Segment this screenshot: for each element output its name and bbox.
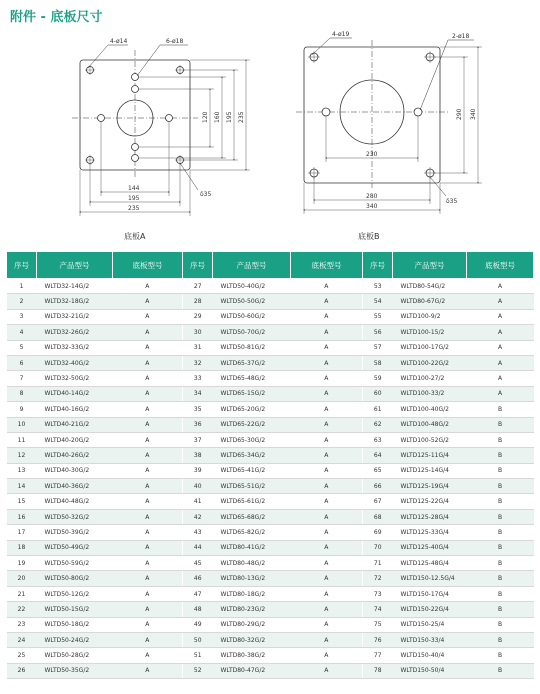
page-title: 附件 - 底板尺寸 bbox=[10, 10, 103, 25]
cell-model: WLTD32-18G/2 bbox=[37, 294, 113, 309]
cell-seq: 67 bbox=[363, 494, 393, 509]
cell-plate: A bbox=[113, 340, 183, 355]
cell-seq: 47 bbox=[183, 586, 213, 601]
cell-plate: A bbox=[467, 371, 534, 386]
cell-model: WLTD50-35G/2 bbox=[37, 663, 113, 678]
header-model-1: 产品型号 bbox=[37, 252, 113, 279]
cell-model: WLTD100-52G/2 bbox=[393, 432, 467, 447]
cell-plate: A bbox=[113, 386, 183, 401]
cell-seq: 16 bbox=[7, 509, 37, 524]
cell-plate: A bbox=[291, 571, 363, 586]
plate-a-dim-120: 120 bbox=[202, 111, 209, 123]
table-row bbox=[7, 571, 534, 586]
cell-plate: A bbox=[113, 371, 183, 386]
cell-seq: 43 bbox=[183, 525, 213, 540]
cell-model: WLTD150-25/4 bbox=[393, 617, 467, 632]
cell-model: WLTD150-22G/4 bbox=[393, 602, 467, 617]
cell-plate: A bbox=[113, 602, 183, 617]
cell-model: WLTD65-61G/2 bbox=[213, 494, 291, 509]
cell-plate: A bbox=[291, 294, 363, 309]
cell-model: WLTD80-47G/2 bbox=[213, 663, 291, 678]
cell-plate: B bbox=[467, 402, 534, 417]
cell-seq: 5 bbox=[7, 340, 37, 355]
cell-plate: A bbox=[113, 355, 183, 370]
cell-plate: A bbox=[113, 494, 183, 509]
cell-model: WLTD100-48G/2 bbox=[393, 417, 467, 432]
cell-plate: B bbox=[467, 663, 534, 678]
cell-model: WLTD65-30G/2 bbox=[213, 432, 291, 447]
cell-seq: 42 bbox=[183, 509, 213, 524]
cell-seq: 27 bbox=[183, 279, 213, 294]
cell-model: WLTD50-59G/2 bbox=[37, 556, 113, 571]
cell-plate: A bbox=[113, 540, 183, 555]
plate-a-label-outer-holes: 4-ø14 bbox=[110, 38, 128, 45]
cell-seq: 44 bbox=[183, 540, 213, 555]
cell-model: WLTD150-50/4 bbox=[393, 663, 467, 678]
cell-seq: 23 bbox=[7, 617, 37, 632]
cell-model: WLTD125-28G/4 bbox=[393, 509, 467, 524]
cell-model: WLTD50-49G/2 bbox=[37, 540, 113, 555]
cell-seq: 74 bbox=[363, 602, 393, 617]
cell-seq: 62 bbox=[363, 417, 393, 432]
cell-model: WLTD80-32G/2 bbox=[213, 632, 291, 647]
cell-model: WLTD50-60G/2 bbox=[213, 309, 291, 324]
cell-seq: 21 bbox=[7, 586, 37, 601]
cell-plate: A bbox=[113, 325, 183, 340]
cell-model: WLTD50-70G/2 bbox=[213, 325, 291, 340]
cell-model: WLTD125-22G/4 bbox=[393, 494, 467, 509]
plate-a-dim-235: 235 bbox=[238, 111, 245, 123]
cell-seq: 51 bbox=[183, 648, 213, 663]
cell-model: WLTD100-40G/2 bbox=[393, 402, 467, 417]
cell-plate: A bbox=[467, 294, 534, 309]
table-row bbox=[7, 340, 534, 355]
cell-seq: 54 bbox=[363, 294, 393, 309]
cell-seq: 36 bbox=[183, 417, 213, 432]
cell-seq: 55 bbox=[363, 309, 393, 324]
cell-seq: 53 bbox=[363, 279, 393, 294]
cell-model: WLTD80-18G/2 bbox=[213, 586, 291, 601]
cell-plate: A bbox=[291, 325, 363, 340]
cell-model: WLTD32-50G/2 bbox=[37, 371, 113, 386]
plate-a-label-inner-holes: 6-ø18 bbox=[166, 38, 184, 45]
cell-seq: 18 bbox=[7, 540, 37, 555]
table-row bbox=[7, 525, 534, 540]
cell-model: WLTD32-26G/2 bbox=[37, 325, 113, 340]
cell-plate: A bbox=[113, 632, 183, 647]
cell-model: WLTD40-30G/2 bbox=[37, 463, 113, 478]
cell-seq: 72 bbox=[363, 571, 393, 586]
cell-plate: A bbox=[467, 279, 534, 294]
cell-plate: A bbox=[291, 371, 363, 386]
cell-plate: B bbox=[467, 632, 534, 647]
cell-model: WLTD125-19G/4 bbox=[393, 479, 467, 494]
cell-seq: 58 bbox=[363, 355, 393, 370]
table-row bbox=[7, 402, 534, 417]
cell-plate: B bbox=[467, 494, 534, 509]
cell-plate: A bbox=[113, 309, 183, 324]
cell-model: WLTD125-33G/4 bbox=[393, 525, 467, 540]
table-row bbox=[7, 417, 534, 432]
table-row bbox=[7, 479, 534, 494]
cell-seq: 59 bbox=[363, 371, 393, 386]
header-model-2: 产品型号 bbox=[213, 252, 291, 279]
cell-model: WLTD65-37G/2 bbox=[213, 355, 291, 370]
cell-seq: 78 bbox=[363, 663, 393, 678]
cell-plate: A bbox=[291, 479, 363, 494]
plate-a-dim-195-w: 195 bbox=[128, 195, 140, 202]
cell-plate: A bbox=[467, 309, 534, 324]
plate-b-dim-340-w: 340 bbox=[366, 203, 378, 210]
cell-model: WLTD50-40G/2 bbox=[213, 279, 291, 294]
cell-seq: 14 bbox=[7, 479, 37, 494]
table-row bbox=[7, 448, 534, 463]
cell-seq: 12 bbox=[7, 448, 37, 463]
cell-model: WLTD40-14G/2 bbox=[37, 386, 113, 401]
plate-b-dim-340: 340 bbox=[470, 108, 477, 120]
plate-a-dim-144: 144 bbox=[128, 185, 140, 192]
cell-plate: B bbox=[467, 463, 534, 478]
cell-plate: A bbox=[291, 617, 363, 632]
cell-model: WLTD65-48G/2 bbox=[213, 371, 291, 386]
cell-plate: A bbox=[291, 632, 363, 647]
cell-model: WLTD80-48G/2 bbox=[213, 556, 291, 571]
cell-plate: A bbox=[291, 463, 363, 478]
cell-plate: A bbox=[113, 571, 183, 586]
cell-plate: A bbox=[467, 340, 534, 355]
cell-model: WLTD50-15G/2 bbox=[37, 602, 113, 617]
cell-plate: B bbox=[467, 617, 534, 632]
cell-plate: A bbox=[291, 602, 363, 617]
cell-plate: A bbox=[291, 386, 363, 401]
cell-seq: 63 bbox=[363, 432, 393, 447]
cell-seq: 57 bbox=[363, 340, 393, 355]
cell-seq: 15 bbox=[7, 494, 37, 509]
cell-seq: 28 bbox=[183, 294, 213, 309]
cell-seq: 56 bbox=[363, 325, 393, 340]
table-row bbox=[7, 432, 534, 447]
cell-plate: B bbox=[467, 432, 534, 447]
cell-model: WLTD32-40G/2 bbox=[37, 355, 113, 370]
cell-plate: A bbox=[291, 494, 363, 509]
cell-model: WLTD80-23G/2 bbox=[213, 602, 291, 617]
plate-b-caption: 底板B bbox=[358, 232, 380, 241]
cell-model: WLTD150-33/4 bbox=[393, 632, 467, 647]
cell-plate: A bbox=[291, 648, 363, 663]
cell-plate: A bbox=[113, 586, 183, 601]
cell-plate: B bbox=[467, 556, 534, 571]
cell-model: WLTD40-48G/2 bbox=[37, 494, 113, 509]
cell-seq: 11 bbox=[7, 432, 37, 447]
cell-seq: 29 bbox=[183, 309, 213, 324]
base-plate-table bbox=[6, 251, 534, 679]
cell-model: WLTD65-82G/2 bbox=[213, 525, 291, 540]
cell-model: WLTD40-26G/2 bbox=[37, 448, 113, 463]
cell-seq: 64 bbox=[363, 448, 393, 463]
cell-plate: A bbox=[291, 586, 363, 601]
cell-model: WLTD80-54G/2 bbox=[393, 279, 467, 294]
cell-seq: 69 bbox=[363, 525, 393, 540]
table-row bbox=[7, 632, 534, 647]
table-row bbox=[7, 617, 534, 632]
cell-model: WLTD65-22G/2 bbox=[213, 417, 291, 432]
cell-model: WLTD80-41G/2 bbox=[213, 540, 291, 555]
cell-model: WLTD40-20G/2 bbox=[37, 432, 113, 447]
cell-seq: 6 bbox=[7, 355, 37, 370]
plate-a-drawing bbox=[72, 45, 250, 216]
plate-a-label-thickness: δ35 bbox=[200, 191, 212, 198]
cell-seq: 35 bbox=[183, 402, 213, 417]
cell-model: WLTD50-80G/2 bbox=[37, 571, 113, 586]
cell-seq: 77 bbox=[363, 648, 393, 663]
cell-model: WLTD50-12G/2 bbox=[37, 586, 113, 601]
cell-model: WLTD100-27/2 bbox=[393, 371, 467, 386]
cell-plate: A bbox=[113, 617, 183, 632]
cell-model: WLTD65-68G/2 bbox=[213, 509, 291, 524]
cell-plate: B bbox=[467, 525, 534, 540]
cell-seq: 46 bbox=[183, 571, 213, 586]
cell-plate: B bbox=[467, 571, 534, 586]
cell-plate: B bbox=[467, 417, 534, 432]
table-row bbox=[7, 386, 534, 401]
table-row bbox=[7, 463, 534, 478]
cell-plate: A bbox=[291, 402, 363, 417]
cell-plate: A bbox=[113, 463, 183, 478]
cell-seq: 30 bbox=[183, 325, 213, 340]
cell-model: WLTD80-67G/2 bbox=[393, 294, 467, 309]
cell-plate: A bbox=[467, 355, 534, 370]
cell-plate: A bbox=[113, 509, 183, 524]
cell-model: WLTD40-16G/2 bbox=[37, 402, 113, 417]
cell-seq: 32 bbox=[183, 355, 213, 370]
cell-model: WLTD100-22G/2 bbox=[393, 355, 467, 370]
cell-plate: B bbox=[467, 448, 534, 463]
cell-plate: A bbox=[113, 556, 183, 571]
cell-model: WLTD80-38G/2 bbox=[213, 648, 291, 663]
cell-plate: A bbox=[291, 309, 363, 324]
cell-model: WLTD65-34G/2 bbox=[213, 448, 291, 463]
plate-a-dim-160: 160 bbox=[214, 111, 221, 123]
cell-plate: B bbox=[467, 540, 534, 555]
cell-seq: 22 bbox=[7, 602, 37, 617]
plate-a-caption: 底板A bbox=[124, 232, 146, 241]
cell-plate: A bbox=[291, 556, 363, 571]
cell-plate: A bbox=[113, 417, 183, 432]
cell-seq: 26 bbox=[7, 663, 37, 678]
cell-plate: A bbox=[291, 509, 363, 524]
plate-b-dim-230: 230 bbox=[366, 151, 378, 158]
cell-plate: A bbox=[291, 279, 363, 294]
cell-plate: A bbox=[113, 448, 183, 463]
cell-seq: 75 bbox=[363, 617, 393, 632]
table-row bbox=[7, 540, 534, 555]
plate-b-dim-290: 290 bbox=[456, 108, 463, 120]
header-plate-1: 底板型号 bbox=[113, 252, 183, 279]
cell-model: WLTD50-32G/2 bbox=[37, 509, 113, 524]
cell-seq: 76 bbox=[363, 632, 393, 647]
cell-seq: 70 bbox=[363, 540, 393, 555]
cell-model: WLTD125-14G/4 bbox=[393, 463, 467, 478]
cell-plate: A bbox=[291, 540, 363, 555]
cell-plate: B bbox=[467, 586, 534, 601]
cell-model: WLTD125-48G/4 bbox=[393, 556, 467, 571]
cell-model: WLTD50-24G/2 bbox=[37, 632, 113, 647]
cell-seq: 4 bbox=[7, 325, 37, 340]
cell-seq: 24 bbox=[7, 632, 37, 647]
table-row bbox=[7, 325, 534, 340]
cell-plate: A bbox=[467, 325, 534, 340]
cell-model: WLTD65-20G/2 bbox=[213, 402, 291, 417]
cell-model: WLTD65-51G/2 bbox=[213, 479, 291, 494]
cell-seq: 9 bbox=[7, 402, 37, 417]
table-row bbox=[7, 494, 534, 509]
cell-seq: 17 bbox=[7, 525, 37, 540]
cell-model: WLTD125-40G/4 bbox=[393, 540, 467, 555]
cell-plate: A bbox=[291, 448, 363, 463]
cell-plate: A bbox=[113, 663, 183, 678]
header-plate-2: 底板型号 bbox=[291, 252, 363, 279]
table-row bbox=[7, 309, 534, 324]
cell-model: WLTD100-9/2 bbox=[393, 309, 467, 324]
table-row bbox=[7, 355, 534, 370]
cell-plate: A bbox=[291, 663, 363, 678]
cell-plate: A bbox=[467, 386, 534, 401]
plate-b-label-inner-holes: 2-ø18 bbox=[452, 33, 470, 40]
cell-seq: 49 bbox=[183, 617, 213, 632]
cell-seq: 19 bbox=[7, 556, 37, 571]
cell-seq: 71 bbox=[363, 556, 393, 571]
table-row bbox=[7, 663, 534, 678]
cell-model: WLTD50-39G/2 bbox=[37, 525, 113, 540]
table-row bbox=[7, 648, 534, 663]
cell-seq: 60 bbox=[363, 386, 393, 401]
cell-seq: 7 bbox=[7, 371, 37, 386]
cell-plate: A bbox=[291, 355, 363, 370]
cell-model: WLTD100-17G/2 bbox=[393, 340, 467, 355]
cell-model: WLTD40-36G/2 bbox=[37, 479, 113, 494]
cell-seq: 38 bbox=[183, 448, 213, 463]
plate-b-label-thickness: δ35 bbox=[446, 198, 458, 205]
cell-model: WLTD32-14G/2 bbox=[37, 279, 113, 294]
cell-model: WLTD50-81G/2 bbox=[213, 340, 291, 355]
cell-plate: B bbox=[467, 602, 534, 617]
cell-plate: A bbox=[113, 279, 183, 294]
cell-plate: A bbox=[113, 432, 183, 447]
table-header-row bbox=[7, 252, 534, 279]
cell-seq: 1 bbox=[7, 279, 37, 294]
cell-seq: 13 bbox=[7, 463, 37, 478]
table-row bbox=[7, 586, 534, 601]
table-row bbox=[7, 602, 534, 617]
cell-seq: 45 bbox=[183, 556, 213, 571]
header-model-3: 产品型号 bbox=[393, 252, 467, 279]
cell-seq: 20 bbox=[7, 571, 37, 586]
cell-model: WLTD32-21G/2 bbox=[37, 309, 113, 324]
cell-model: WLTD50-18G/2 bbox=[37, 617, 113, 632]
cell-plate: B bbox=[467, 479, 534, 494]
cell-plate: A bbox=[113, 402, 183, 417]
cell-seq: 3 bbox=[7, 309, 37, 324]
cell-seq: 50 bbox=[183, 632, 213, 647]
cell-model: WLTD65-41G/2 bbox=[213, 463, 291, 478]
cell-plate: B bbox=[467, 648, 534, 663]
cell-model: WLTD125-11G/4 bbox=[393, 448, 467, 463]
header-seq-2: 序号 bbox=[183, 252, 213, 279]
header-seq-3: 序号 bbox=[363, 252, 393, 279]
cell-plate: A bbox=[113, 648, 183, 663]
table-row bbox=[7, 279, 534, 294]
cell-seq: 10 bbox=[7, 417, 37, 432]
cell-model: WLTD32-33G/2 bbox=[37, 340, 113, 355]
cell-plate: A bbox=[113, 479, 183, 494]
base-plate-drawings bbox=[0, 0, 540, 250]
cell-plate: A bbox=[291, 340, 363, 355]
cell-seq: 31 bbox=[183, 340, 213, 355]
cell-model: WLTD80-13G/2 bbox=[213, 571, 291, 586]
cell-plate: A bbox=[291, 432, 363, 447]
plate-a-dim-235-w: 235 bbox=[128, 205, 140, 212]
plate-a-dim-195: 195 bbox=[226, 111, 233, 123]
cell-model: WLTD50-50G/2 bbox=[213, 294, 291, 309]
cell-seq: 34 bbox=[183, 386, 213, 401]
table-row bbox=[7, 509, 534, 524]
cell-seq: 41 bbox=[183, 494, 213, 509]
cell-seq: 25 bbox=[7, 648, 37, 663]
header-seq-1: 序号 bbox=[7, 252, 37, 279]
cell-seq: 66 bbox=[363, 479, 393, 494]
cell-model: WLTD40-21G/2 bbox=[37, 417, 113, 432]
cell-seq: 61 bbox=[363, 402, 393, 417]
cell-seq: 48 bbox=[183, 602, 213, 617]
plate-b-label-outer-holes: 4-ø19 bbox=[332, 31, 350, 38]
cell-seq: 2 bbox=[7, 294, 37, 309]
cell-seq: 33 bbox=[183, 371, 213, 386]
cell-plate: B bbox=[467, 509, 534, 524]
plate-b-drawing bbox=[296, 38, 482, 214]
table-row bbox=[7, 294, 534, 309]
cell-plate: A bbox=[113, 294, 183, 309]
cell-model: WLTD150-40/4 bbox=[393, 648, 467, 663]
cell-seq: 68 bbox=[363, 509, 393, 524]
cell-seq: 8 bbox=[7, 386, 37, 401]
plate-b-dim-280: 280 bbox=[366, 193, 378, 200]
cell-model: WLTD150-12.5G/4 bbox=[393, 571, 467, 586]
table-row bbox=[7, 371, 534, 386]
cell-seq: 40 bbox=[183, 479, 213, 494]
cell-model: WLTD100-15/2 bbox=[393, 325, 467, 340]
cell-seq: 65 bbox=[363, 463, 393, 478]
cell-model: WLTD150-17G/4 bbox=[393, 586, 467, 601]
cell-plate: A bbox=[291, 525, 363, 540]
cell-seq: 73 bbox=[363, 586, 393, 601]
cell-model: WLTD65-15G/2 bbox=[213, 386, 291, 401]
header-plate-3: 底板型号 bbox=[467, 252, 534, 279]
cell-seq: 39 bbox=[183, 463, 213, 478]
cell-seq: 37 bbox=[183, 432, 213, 447]
cell-seq: 52 bbox=[183, 663, 213, 678]
cell-model: WLTD50-28G/2 bbox=[37, 648, 113, 663]
cell-plate: A bbox=[113, 525, 183, 540]
cell-plate: A bbox=[291, 417, 363, 432]
table-row bbox=[7, 556, 534, 571]
cell-model: WLTD100-33/2 bbox=[393, 386, 467, 401]
cell-model: WLTD80-29G/2 bbox=[213, 617, 291, 632]
